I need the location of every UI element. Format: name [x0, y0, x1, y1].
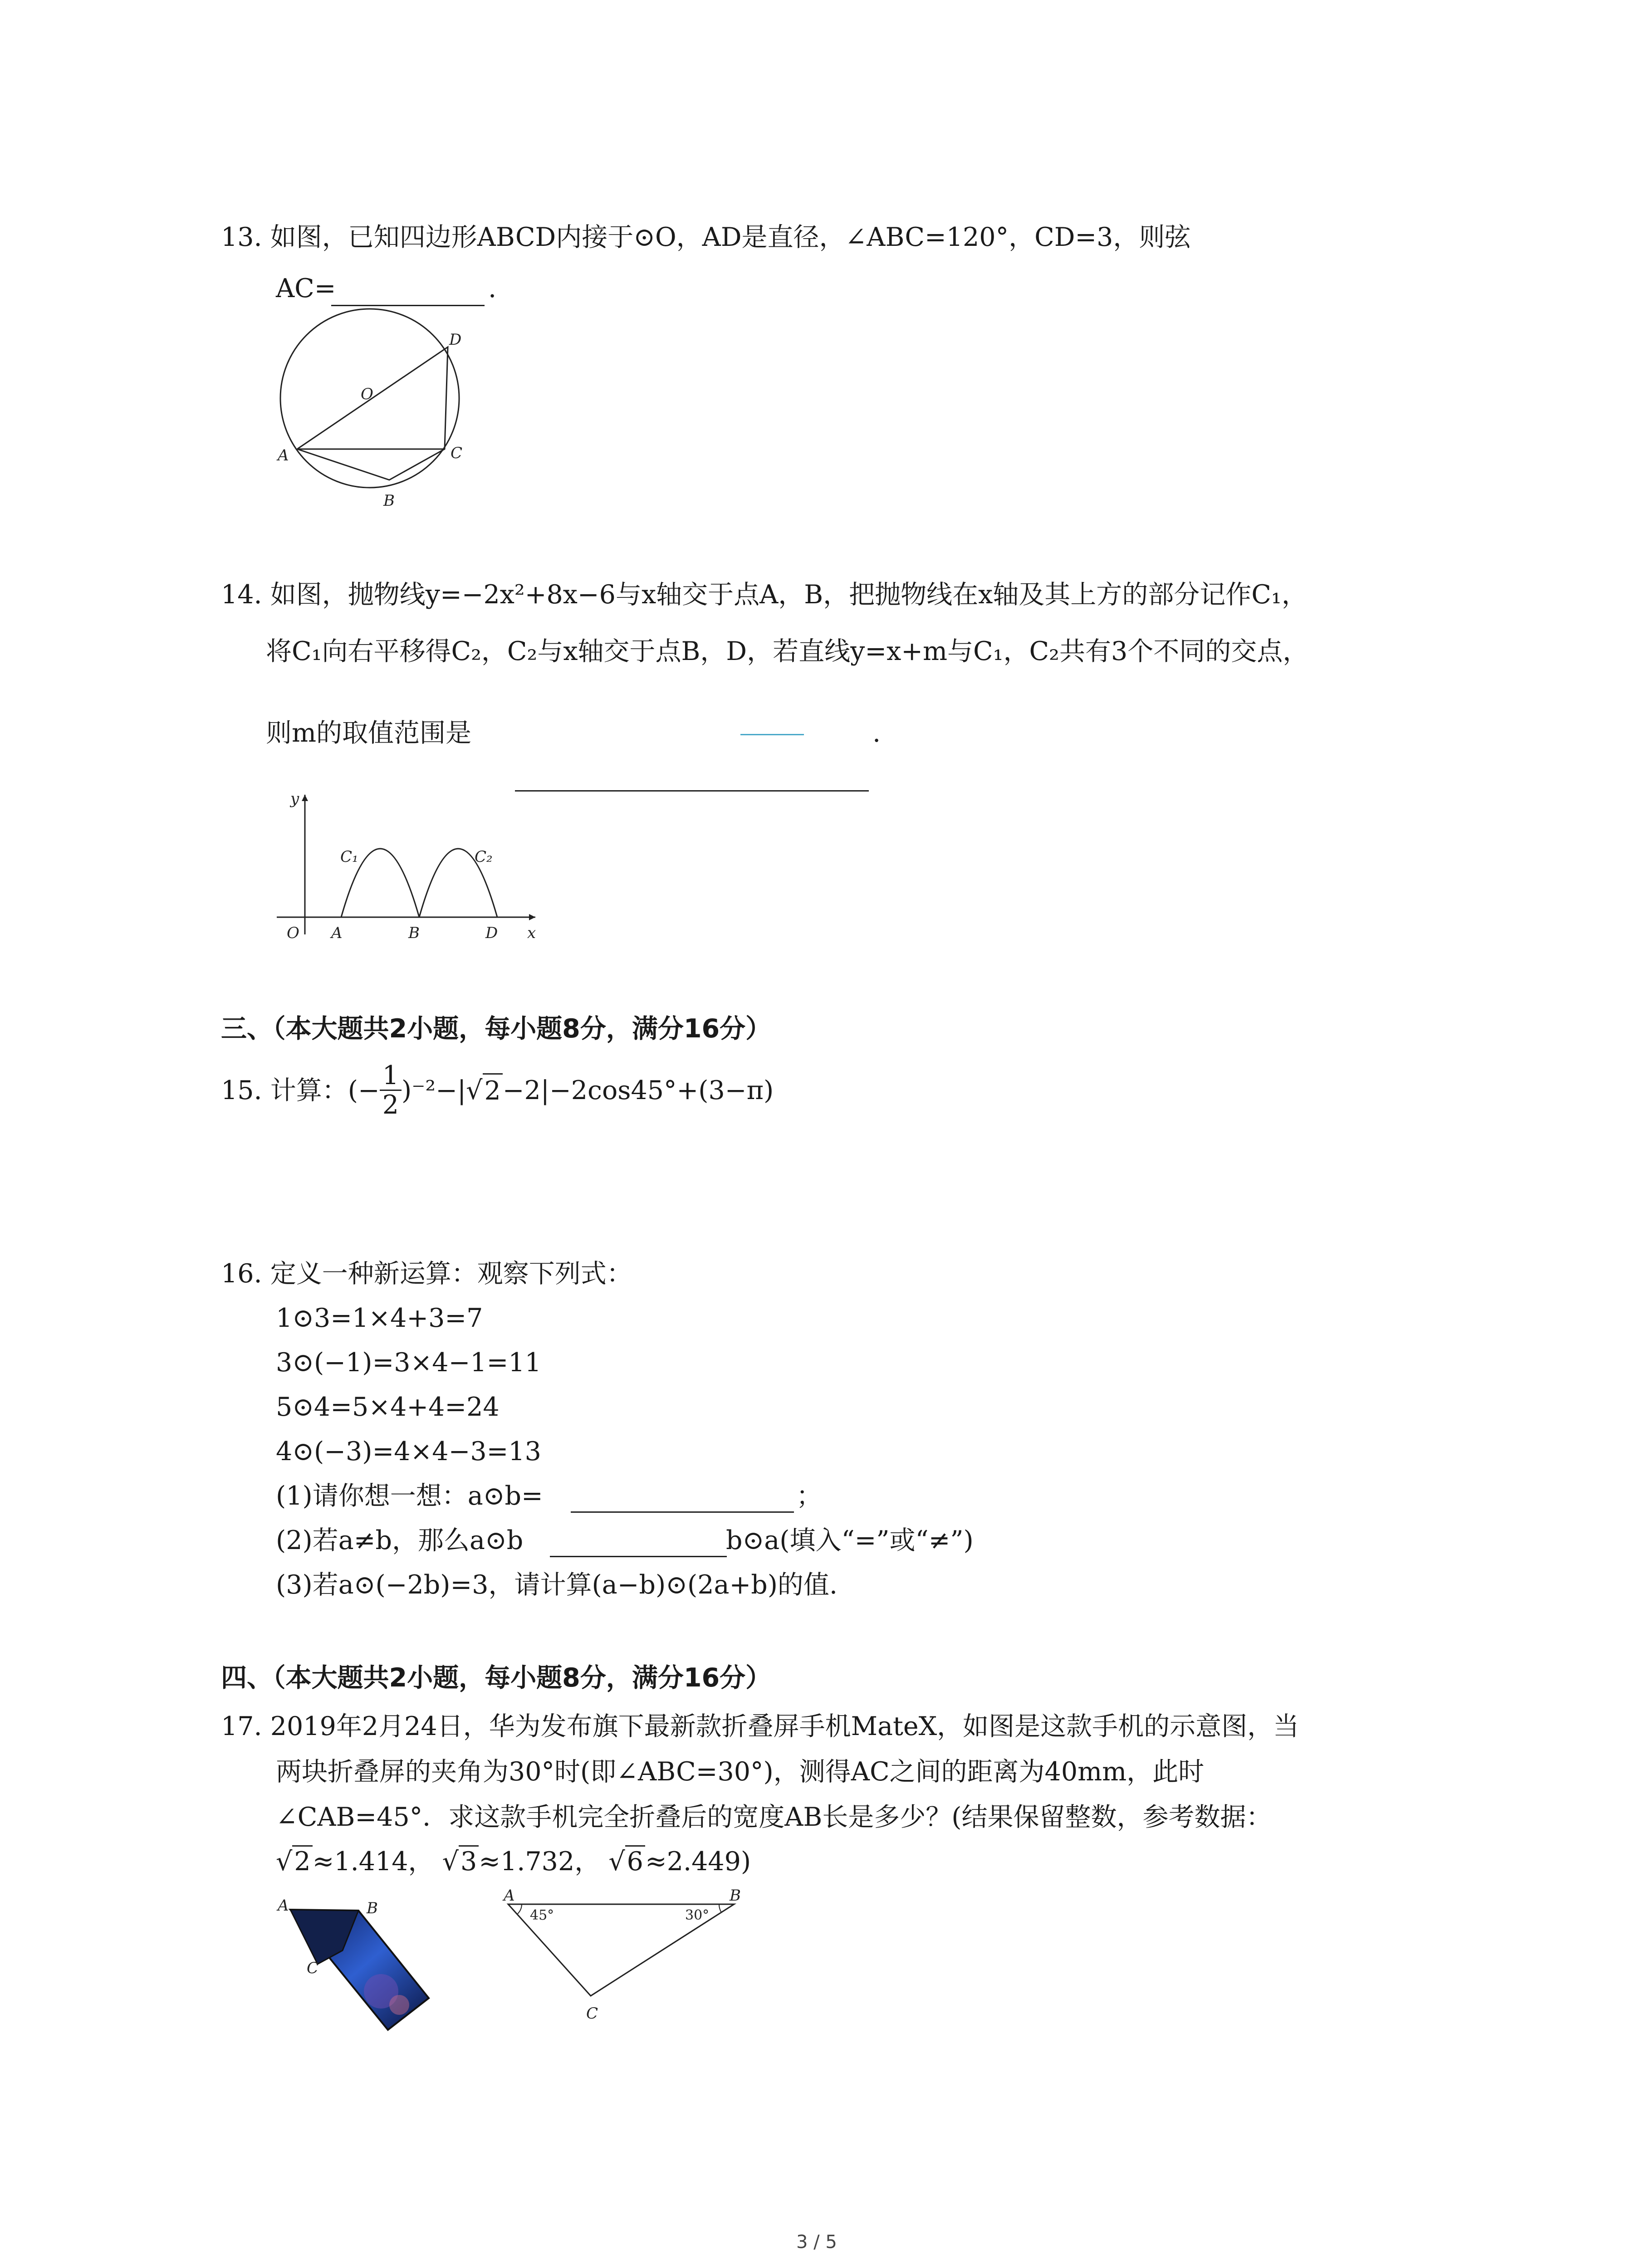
q16-part2-blank	[550, 1556, 727, 1557]
q14-label-x: x	[527, 924, 536, 942]
q13-label-o: O	[361, 385, 373, 403]
q14-parabola-figure	[272, 789, 544, 943]
q15-rest1: )⁻²−|	[402, 1075, 466, 1105]
q17-photo-label-b: B	[367, 1899, 378, 1917]
q16-part1-end: ；	[796, 1481, 822, 1511]
q17-triangle-figure	[490, 1882, 753, 2028]
q14-accent-dash	[740, 734, 804, 735]
q16-part1: (1)请你想一想：a⊙b=	[276, 1481, 543, 1511]
q16-example-2: 3⊙(−1)=3×4−1=11	[276, 1348, 541, 1378]
q17-label-c: C	[586, 2004, 598, 2023]
q16-example-4: 4⊙(−3)=4×4−3=13	[276, 1437, 541, 1466]
section-3-title: 三、（本大题共2小题，每小题8分，满分16分）	[221, 1014, 772, 1044]
q16-part2-a: (2)若a≠b，那么a⊙b	[276, 1525, 524, 1555]
q16-part3: (3)若a⊙(−2b)=3，请计算(a−b)⊙(2a+b)的值.	[276, 1570, 838, 1600]
q17-line3: ∠CAB=45°．求这款手机完全折叠后的宽度AB长是多少？(结果保留整数，参考数据：	[276, 1802, 1272, 1832]
q17-photo-label-c: C	[307, 1959, 319, 1977]
q17-val6: ≈2.449)	[645, 1847, 751, 1877]
q17-label-a: A	[504, 1887, 515, 1905]
q13-label-d: D	[449, 331, 462, 349]
q14-label-b: B	[408, 924, 420, 942]
q15-frac-num: 1	[380, 1061, 402, 1091]
section-4-title: 四、（本大题共2小题，每小题8分，满分16分）	[221, 1663, 772, 1693]
q17-angle-a: 45°	[530, 1907, 554, 1923]
q17-sqrt-sign-2: √	[442, 1847, 459, 1877]
q16-intro: 16. 定义一种新运算：观察下列式：	[221, 1259, 632, 1289]
q16-example-1: 1⊙3=1×4+3=7	[276, 1303, 483, 1333]
q15-rest2: −2|−2cos45°+(3−π)	[502, 1075, 774, 1105]
q17-val2: ≈1.414，	[312, 1847, 434, 1877]
q14-label-a: A	[331, 924, 343, 942]
q14-line3: 则m的取值范围是	[266, 718, 472, 748]
q17-line1: 17. 2019年2月24日，华为发布旗下最新款折叠屏手机MateX，如图是这款手机的示意图，当	[221, 1711, 1299, 1741]
q16-example-3: 5⊙4=5×4+4=24	[276, 1392, 500, 1422]
q15-fraction	[380, 1061, 402, 1119]
q17-line2: 两块折叠屏的夹角为30°时(即∠ABC=30°)，测得AC之间的距离为40mm，此时	[276, 1757, 1205, 1787]
q13-label-c: C	[451, 444, 463, 462]
q15-frac-den: 2	[382, 1090, 399, 1120]
q14-label-y: y	[290, 790, 299, 808]
q13-answer-blank	[331, 305, 485, 306]
q17-photo-label-a: A	[278, 1897, 289, 1915]
page-number: 3 / 5	[796, 2232, 837, 2253]
q17-angle-b: 30°	[685, 1907, 710, 1923]
q13-end: .	[488, 274, 497, 303]
q15-expression	[221, 1061, 774, 1119]
q17-val3: ≈1.732，	[479, 1847, 601, 1877]
q17-sqrt6: 6	[625, 1845, 645, 1877]
q17-label-b: B	[730, 1887, 741, 1905]
q15-sqrt: 2	[483, 1073, 503, 1107]
q13-circle-figure	[272, 318, 481, 517]
q17-sqrt2: 2	[292, 1845, 312, 1877]
q16-part1-blank	[571, 1511, 794, 1513]
q14-line1: 14. 如图，抛物线y=−2x²+8x−6与x轴交于点A，B，把抛物线在x轴及其上方的部分记作C₁，	[221, 580, 1308, 610]
q13-label-a: A	[278, 446, 289, 464]
q13-line2: AC=	[276, 274, 336, 303]
q14-label-o: O	[287, 924, 299, 942]
q15-prefix: 15. 计算：(−	[221, 1075, 380, 1105]
q17-sqrt3: 3	[459, 1845, 479, 1877]
q14-line2: 将C₁向右平移得C₂，C₂与x轴交于点B，D，若直线y=x+m与C₁，C₂共有3个不同的交点，	[266, 636, 1309, 666]
q17-reference-data	[276, 1845, 751, 1878]
q13-line1: 13. 如图，已知四边形ABCD内接于⊙O，AD是直径，∠ABC=120°，CD=3，则弦	[221, 222, 1191, 252]
q17-sqrt-sign-3: √	[608, 1847, 625, 1877]
q14-label-c1: C₁	[340, 848, 358, 866]
q17-sqrt-sign-1: √	[276, 1847, 293, 1877]
q13-label-b: B	[383, 492, 395, 510]
q14-answer-blank	[515, 790, 869, 792]
q17-phone-photo	[272, 1896, 436, 2041]
q14-label-c2: C₂	[475, 848, 493, 866]
q14-end: .	[872, 718, 881, 748]
q14-label-d: D	[485, 924, 498, 942]
q15-sqrt-sign: √	[466, 1075, 483, 1105]
q16-part2-b: b⊙a(填入“=”或“≠”)	[726, 1525, 974, 1555]
